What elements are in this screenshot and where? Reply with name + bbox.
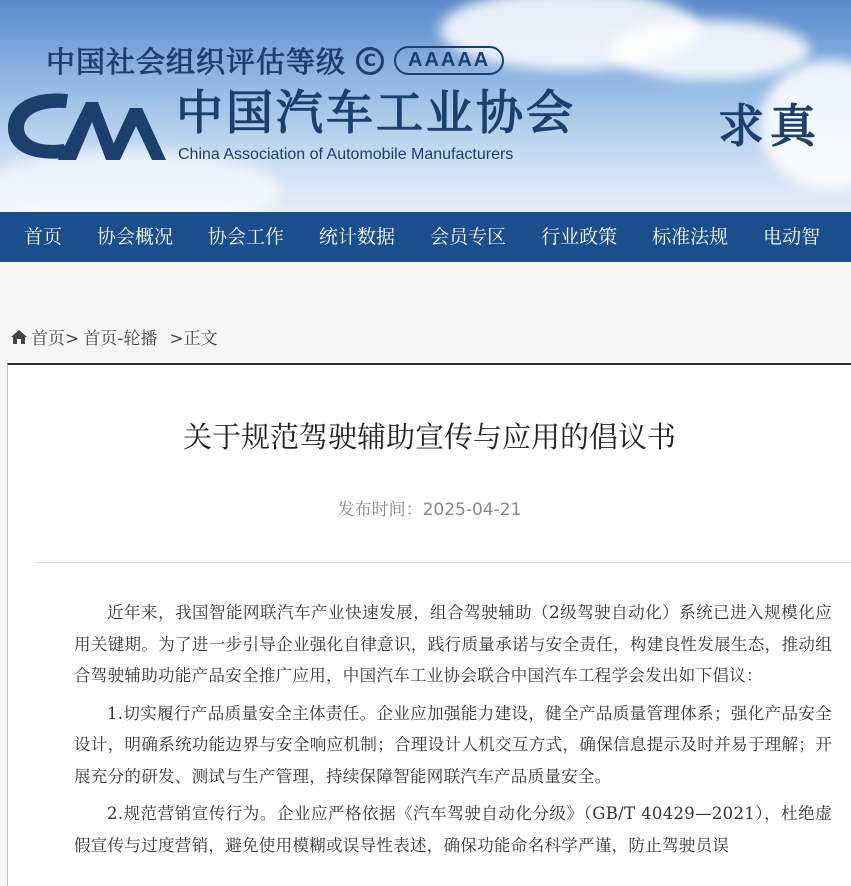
divider xyxy=(36,562,851,563)
nav-item-home[interactable]: 首页 xyxy=(24,226,63,248)
rating-text: 中国社会组织评估等级 xyxy=(46,45,347,79)
home-icon xyxy=(10,329,28,345)
caam-logo-icon[interactable] xyxy=(6,86,168,166)
nav-item-about[interactable]: 协会概况 xyxy=(97,226,174,248)
publish-time: 发布时间：2025-04-21 xyxy=(337,500,522,520)
article-panel xyxy=(7,363,851,886)
nav-item-members[interactable]: 会员专区 xyxy=(430,226,507,248)
nav-item-statistics[interactable]: 统计数据 xyxy=(319,226,396,248)
article-paragraph: 2.规范营销宣传行为。企业应严格依据《汽车驾驶自动化分级》（GB/T 40429—2021），杜绝虚假宣传与过度营销，避免使用模糊或误导性表述，确保功能命名科学严谨，防止驾驶员误 xyxy=(74,804,832,855)
rating-grade-badge: AAAAA xyxy=(394,46,504,75)
nav-item-standards[interactable]: 标准法规 xyxy=(652,226,729,248)
org-name-cn: 中国汽车工业协会 xyxy=(176,86,576,141)
article-title: 关于规范驾驶辅助宣传与应用的倡议书 xyxy=(182,420,676,454)
main-nav xyxy=(0,212,851,262)
breadcrumb-current: >正文 xyxy=(169,329,218,349)
motto-text: 求真 xyxy=(718,99,822,153)
breadcrumb xyxy=(10,324,218,349)
nav-item-work[interactable]: 协会工作 xyxy=(208,226,285,248)
nav-item-policy[interactable]: 行业政策 xyxy=(541,226,618,248)
article-body xyxy=(74,597,832,867)
article-paragraph: 近年来，我国智能网联汽车产业快速发展，组合驾驶辅助（2级驾驶自动化）系统已进入规模化应用关键期。为了进一步引导企业强化自律意识，践行质量承诺与安全责任，构建良性发展生态，推动组合驾驶辅助功能产品安全推广应用，中国汽车工业协会联合中国汽车工程学会发出如下倡议： xyxy=(74,603,832,685)
article-paragraph: 1.切实履行产品质量安全主体责任。企业应加强能力建设，健全产品质量管理体系；强化产品安全设计，明确系统功能边界与安全响应机制；合理设计人机交互方式，确保信息提示及时并易于理解；开展充分的研发、测试与生产管理，持续保障智能网联汽车产品质量安全。 xyxy=(74,703,832,786)
rating-line xyxy=(46,40,504,81)
cloud-decoration xyxy=(610,20,810,80)
nav-item-ev-smart[interactable]: 电动智 xyxy=(763,226,821,248)
rating-c-icon: C xyxy=(356,47,384,75)
breadcrumb-home[interactable]: 首页> xyxy=(31,329,80,349)
breadcrumb-section[interactable]: 首页-轮播 xyxy=(83,329,158,349)
org-name-en: China Association of Automobile Manufacturers xyxy=(178,146,514,163)
site-header xyxy=(0,0,851,212)
